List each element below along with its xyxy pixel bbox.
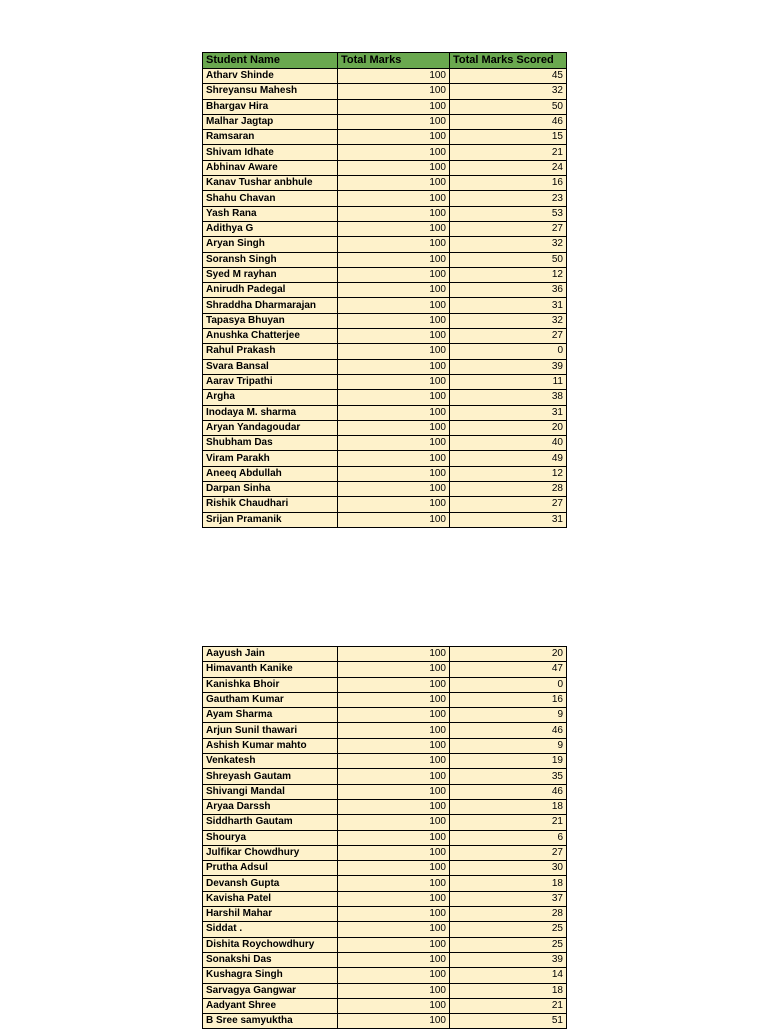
marks-scored-cell[interactable]: 45 — [450, 69, 567, 84]
marks-scored-cell[interactable]: 25 — [450, 922, 567, 937]
student-name-cell[interactable]: Aryaa Darssh — [203, 799, 338, 814]
table-row — [203, 830, 567, 845]
student-name-cell[interactable]: Kushagra Singh — [203, 968, 338, 983]
student-name-cell[interactable]: Shreyash Gautam — [203, 769, 338, 784]
table-row — [203, 769, 567, 784]
total-marks-cell[interactable]: 100 — [338, 436, 450, 451]
student-name-cell[interactable]: Syed M rayhan — [203, 267, 338, 282]
marks-scored-cell[interactable]: 14 — [450, 968, 567, 983]
marks-scored-cell[interactable]: 46 — [450, 723, 567, 738]
student-name-cell[interactable]: Shahu Chavan — [203, 191, 338, 206]
student-name-cell[interactable]: Shreyansu Mahesh — [203, 84, 338, 99]
student-name-cell[interactable]: Svara Bansal — [203, 359, 338, 374]
marks-scored-cell[interactable]: 51 — [450, 1014, 567, 1029]
total-marks-cell[interactable]: 100 — [338, 313, 450, 328]
table-row — [203, 359, 567, 374]
total-marks-cell[interactable]: 100 — [338, 983, 450, 998]
student-name-cell[interactable]: Bhargav Hira — [203, 99, 338, 114]
table-row — [203, 176, 567, 191]
total-marks-cell[interactable]: 100 — [338, 84, 450, 99]
student-name-cell[interactable]: Aryan Singh — [203, 237, 338, 252]
table-row — [203, 283, 567, 298]
marks-scored-cell[interactable]: 35 — [450, 769, 567, 784]
marks-scored-cell[interactable]: 25 — [450, 937, 567, 952]
table-row — [203, 998, 567, 1013]
marks-scored-cell[interactable]: 32 — [450, 313, 567, 328]
total-marks-cell[interactable]: 100 — [338, 451, 450, 466]
total-marks-cell[interactable]: 100 — [338, 738, 450, 753]
table-row — [203, 907, 567, 922]
marks-scored-cell[interactable]: 50 — [450, 252, 567, 267]
marks-scored-cell[interactable]: 27 — [450, 497, 567, 512]
marks-scored-cell[interactable]: 30 — [450, 861, 567, 876]
total-marks-cell[interactable]: 100 — [338, 420, 450, 435]
total-marks-cell[interactable]: 100 — [338, 99, 450, 114]
table-row — [203, 252, 567, 267]
total-marks-cell[interactable]: 100 — [338, 845, 450, 860]
total-marks-cell[interactable]: 100 — [338, 922, 450, 937]
table-row — [203, 130, 567, 145]
marks-table-1 — [202, 52, 567, 528]
total-marks-cell[interactable]: 100 — [338, 677, 450, 692]
total-marks-cell[interactable]: 100 — [338, 374, 450, 389]
marks-scored-cell[interactable]: 23 — [450, 191, 567, 206]
student-name-cell[interactable]: Prutha Adsul — [203, 861, 338, 876]
table-row — [203, 723, 567, 738]
student-name-cell[interactable]: Kanishka Bhoir — [203, 677, 338, 692]
total-marks-cell[interactable]: 100 — [338, 692, 450, 707]
total-marks-cell[interactable]: 100 — [338, 769, 450, 784]
student-name-cell[interactable]: Shivangi Mandal — [203, 784, 338, 799]
marks-scored-cell[interactable]: 9 — [450, 738, 567, 753]
student-name-cell[interactable]: Rahul Prakash — [203, 344, 338, 359]
marks-scored-cell[interactable]: 16 — [450, 176, 567, 191]
student-name-cell[interactable]: B Sree samyuktha — [203, 1014, 338, 1029]
total-marks-cell[interactable]: 100 — [338, 876, 450, 891]
marks-scored-cell[interactable]: 31 — [450, 512, 567, 527]
table-row — [203, 861, 567, 876]
total-marks-cell[interactable]: 100 — [338, 130, 450, 145]
student-name-cell[interactable]: Ayam Sharma — [203, 708, 338, 723]
table-row — [203, 99, 567, 114]
student-name-cell[interactable]: Dishita Roychowdhury — [203, 937, 338, 952]
total-marks-cell[interactable]: 100 — [338, 221, 450, 236]
table-2-body — [203, 647, 567, 1029]
total-marks-cell[interactable]: 100 — [338, 237, 450, 252]
total-marks-cell[interactable]: 100 — [338, 252, 450, 267]
student-name-cell[interactable]: Siddat . — [203, 922, 338, 937]
marks-scored-cell[interactable]: 16 — [450, 692, 567, 707]
table-row — [203, 329, 567, 344]
table-row — [203, 647, 567, 662]
total-marks-cell[interactable]: 100 — [338, 298, 450, 313]
marks-scored-cell[interactable]: 27 — [450, 845, 567, 860]
table-row — [203, 937, 567, 952]
marks-scored-cell[interactable]: 24 — [450, 160, 567, 175]
header-total-marks[interactable]: Total Marks — [338, 53, 450, 69]
total-marks-cell[interactable]: 100 — [338, 405, 450, 420]
student-name-cell[interactable]: Darpan Sinha — [203, 482, 338, 497]
header-row — [203, 53, 567, 69]
marks-scored-cell[interactable]: 28 — [450, 907, 567, 922]
table-row — [203, 390, 567, 405]
table-row — [203, 221, 567, 236]
student-name-cell[interactable]: Rishik Chaudhari — [203, 497, 338, 512]
total-marks-cell[interactable]: 100 — [338, 815, 450, 830]
marks-table-2 — [202, 646, 567, 1029]
total-marks-cell[interactable]: 100 — [338, 799, 450, 814]
total-marks-cell[interactable]: 100 — [338, 952, 450, 967]
total-marks-cell[interactable]: 100 — [338, 998, 450, 1013]
total-marks-cell[interactable]: 100 — [338, 344, 450, 359]
student-name-cell[interactable]: Shubham Das — [203, 436, 338, 451]
student-name-cell[interactable]: Tapasya Bhuyan — [203, 313, 338, 328]
student-name-cell[interactable]: Argha — [203, 390, 338, 405]
student-name-cell[interactable]: Yash Rana — [203, 206, 338, 221]
marks-scored-cell[interactable]: 49 — [450, 451, 567, 466]
student-name-cell[interactable]: Shivam Idhate — [203, 145, 338, 160]
total-marks-cell[interactable]: 100 — [338, 482, 450, 497]
student-name-cell[interactable]: Malhar Jagtap — [203, 114, 338, 129]
table-row — [203, 922, 567, 937]
marks-scored-cell[interactable]: 28 — [450, 482, 567, 497]
student-name-cell[interactable]: Aayush Jain — [203, 647, 338, 662]
total-marks-cell[interactable]: 100 — [338, 662, 450, 677]
marks-scored-cell[interactable]: 9 — [450, 708, 567, 723]
total-marks-cell[interactable]: 100 — [338, 359, 450, 374]
table-row — [203, 206, 567, 221]
student-name-cell[interactable]: Aneeq Abdullah — [203, 466, 338, 481]
table-row — [203, 405, 567, 420]
total-marks-cell[interactable]: 100 — [338, 647, 450, 662]
marks-scored-cell[interactable]: 32 — [450, 84, 567, 99]
marks-scored-cell[interactable]: 12 — [450, 267, 567, 282]
marks-scored-cell[interactable]: 27 — [450, 329, 567, 344]
table-row — [203, 891, 567, 906]
table-row — [203, 84, 567, 99]
student-name-cell[interactable]: Kavisha Patel — [203, 891, 338, 906]
total-marks-cell[interactable]: 100 — [338, 176, 450, 191]
marks-scored-cell[interactable]: 12 — [450, 466, 567, 481]
table-row — [203, 662, 567, 677]
total-marks-cell[interactable]: 100 — [338, 937, 450, 952]
table-row — [203, 512, 567, 527]
table-row — [203, 160, 567, 175]
marks-scored-cell[interactable]: 39 — [450, 359, 567, 374]
marks-scored-cell[interactable]: 53 — [450, 206, 567, 221]
total-marks-cell[interactable]: 100 — [338, 329, 450, 344]
total-marks-cell[interactable]: 100 — [338, 466, 450, 481]
marks-scored-cell[interactable]: 31 — [450, 405, 567, 420]
table-row — [203, 677, 567, 692]
total-marks-cell[interactable]: 100 — [338, 206, 450, 221]
student-name-cell[interactable]: Abhinav Aware — [203, 160, 338, 175]
total-marks-cell[interactable]: 100 — [338, 754, 450, 769]
marks-scored-cell[interactable]: 18 — [450, 876, 567, 891]
table-row — [203, 451, 567, 466]
table-row — [203, 738, 567, 753]
table-row — [203, 983, 567, 998]
table-row — [203, 466, 567, 481]
marks-scored-cell[interactable]: 27 — [450, 221, 567, 236]
total-marks-cell[interactable]: 100 — [338, 283, 450, 298]
header-total-marks-scored[interactable]: Total Marks Scored — [450, 53, 567, 69]
student-name-cell[interactable]: Aryan Yandagoudar — [203, 420, 338, 435]
total-marks-cell[interactable]: 100 — [338, 1014, 450, 1029]
total-marks-cell[interactable]: 100 — [338, 145, 450, 160]
table-row — [203, 298, 567, 313]
student-name-cell[interactable]: Anushka Chatterjee — [203, 329, 338, 344]
total-marks-cell[interactable]: 100 — [338, 390, 450, 405]
student-name-cell[interactable]: Aadyant Shree — [203, 998, 338, 1013]
table-row — [203, 784, 567, 799]
student-name-cell[interactable]: Julfikar Chowdhury — [203, 845, 338, 860]
table-row — [203, 374, 567, 389]
marks-scored-cell[interactable]: 21 — [450, 145, 567, 160]
marks-scored-cell[interactable]: 0 — [450, 344, 567, 359]
marks-scored-cell[interactable]: 18 — [450, 983, 567, 998]
student-name-cell[interactable]: Gautham Kumar — [203, 692, 338, 707]
total-marks-cell[interactable]: 100 — [338, 830, 450, 845]
student-name-cell[interactable]: Sarvagya Gangwar — [203, 983, 338, 998]
total-marks-cell[interactable]: 100 — [338, 69, 450, 84]
table-1-body — [203, 69, 567, 528]
marks-scored-cell[interactable]: 21 — [450, 815, 567, 830]
table-row — [203, 482, 567, 497]
total-marks-cell[interactable]: 100 — [338, 267, 450, 282]
table-row — [203, 267, 567, 282]
table-row — [203, 114, 567, 129]
marks-scored-cell[interactable]: 11 — [450, 374, 567, 389]
table-row — [203, 344, 567, 359]
marks-scored-cell[interactable]: 36 — [450, 283, 567, 298]
marks-scored-cell[interactable]: 6 — [450, 830, 567, 845]
total-marks-cell[interactable]: 100 — [338, 191, 450, 206]
marks-scored-cell[interactable]: 18 — [450, 799, 567, 814]
total-marks-cell[interactable]: 100 — [338, 861, 450, 876]
table-row — [203, 145, 567, 160]
table-row — [203, 313, 567, 328]
marks-scored-cell[interactable]: 47 — [450, 662, 567, 677]
total-marks-cell[interactable]: 100 — [338, 114, 450, 129]
header-student-name[interactable]: Student Name — [203, 53, 338, 69]
table-row — [203, 845, 567, 860]
marks-scored-cell[interactable]: 19 — [450, 754, 567, 769]
student-name-cell[interactable]: Adithya G — [203, 221, 338, 236]
student-name-cell[interactable]: Anirudh Padegal — [203, 283, 338, 298]
student-name-cell[interactable]: Aarav Tripathi — [203, 374, 338, 389]
student-name-cell[interactable]: Shraddha Dharmarajan — [203, 298, 338, 313]
table-row — [203, 708, 567, 723]
total-marks-cell[interactable]: 100 — [338, 784, 450, 799]
student-name-cell[interactable]: Soransh Singh — [203, 252, 338, 267]
table-row — [203, 191, 567, 206]
table-row — [203, 497, 567, 512]
marks-scored-cell[interactable]: 46 — [450, 114, 567, 129]
total-marks-cell[interactable]: 100 — [338, 160, 450, 175]
student-name-cell[interactable]: Harshil Mahar — [203, 907, 338, 922]
table-row — [203, 1014, 567, 1029]
marks-scored-cell[interactable]: 15 — [450, 130, 567, 145]
total-marks-cell[interactable]: 100 — [338, 968, 450, 983]
table-row — [203, 420, 567, 435]
table-row — [203, 69, 567, 84]
student-name-cell[interactable]: Arjun Sunil thawari — [203, 723, 338, 738]
student-name-cell[interactable]: Devansh Gupta — [203, 876, 338, 891]
marks-scored-cell[interactable]: 37 — [450, 891, 567, 906]
total-marks-cell[interactable]: 100 — [338, 497, 450, 512]
student-name-cell[interactable]: Ashish Kumar mahto — [203, 738, 338, 753]
table-row — [203, 815, 567, 830]
table-row — [203, 968, 567, 983]
table-row — [203, 799, 567, 814]
student-name-cell[interactable]: Srijan Pramanik — [203, 512, 338, 527]
total-marks-cell[interactable]: 100 — [338, 708, 450, 723]
table-row — [203, 952, 567, 967]
student-name-cell[interactable]: Inodaya M. sharma — [203, 405, 338, 420]
student-name-cell[interactable]: Siddharth Gautam — [203, 815, 338, 830]
table-row — [203, 692, 567, 707]
marks-scored-cell[interactable]: 20 — [450, 420, 567, 435]
student-name-cell[interactable]: Atharv Shinde — [203, 69, 338, 84]
student-name-cell[interactable]: Sonakshi Das — [203, 952, 338, 967]
student-name-cell[interactable]: Venkatesh — [203, 754, 338, 769]
student-name-cell[interactable]: Himavanth Kanike — [203, 662, 338, 677]
marks-scored-cell[interactable]: 0 — [450, 677, 567, 692]
marks-scored-cell[interactable]: 40 — [450, 436, 567, 451]
marks-scored-cell[interactable]: 39 — [450, 952, 567, 967]
table-row — [203, 237, 567, 252]
marks-scored-cell[interactable]: 50 — [450, 99, 567, 114]
marks-scored-cell[interactable]: 20 — [450, 647, 567, 662]
total-marks-cell[interactable]: 100 — [338, 512, 450, 527]
table-row — [203, 754, 567, 769]
marks-scored-cell[interactable]: 31 — [450, 298, 567, 313]
marks-scored-cell[interactable]: 21 — [450, 998, 567, 1013]
student-name-cell[interactable]: Kanav Tushar anbhule — [203, 176, 338, 191]
total-marks-cell[interactable]: 100 — [338, 907, 450, 922]
table-row — [203, 436, 567, 451]
marks-scored-cell[interactable]: 46 — [450, 784, 567, 799]
student-name-cell[interactable]: Ramsaran — [203, 130, 338, 145]
student-name-cell[interactable]: Shourya — [203, 830, 338, 845]
marks-scored-cell[interactable]: 38 — [450, 390, 567, 405]
student-name-cell[interactable]: Viram Parakh — [203, 451, 338, 466]
total-marks-cell[interactable]: 100 — [338, 891, 450, 906]
total-marks-cell[interactable]: 100 — [338, 723, 450, 738]
table-row — [203, 876, 567, 891]
marks-scored-cell[interactable]: 32 — [450, 237, 567, 252]
